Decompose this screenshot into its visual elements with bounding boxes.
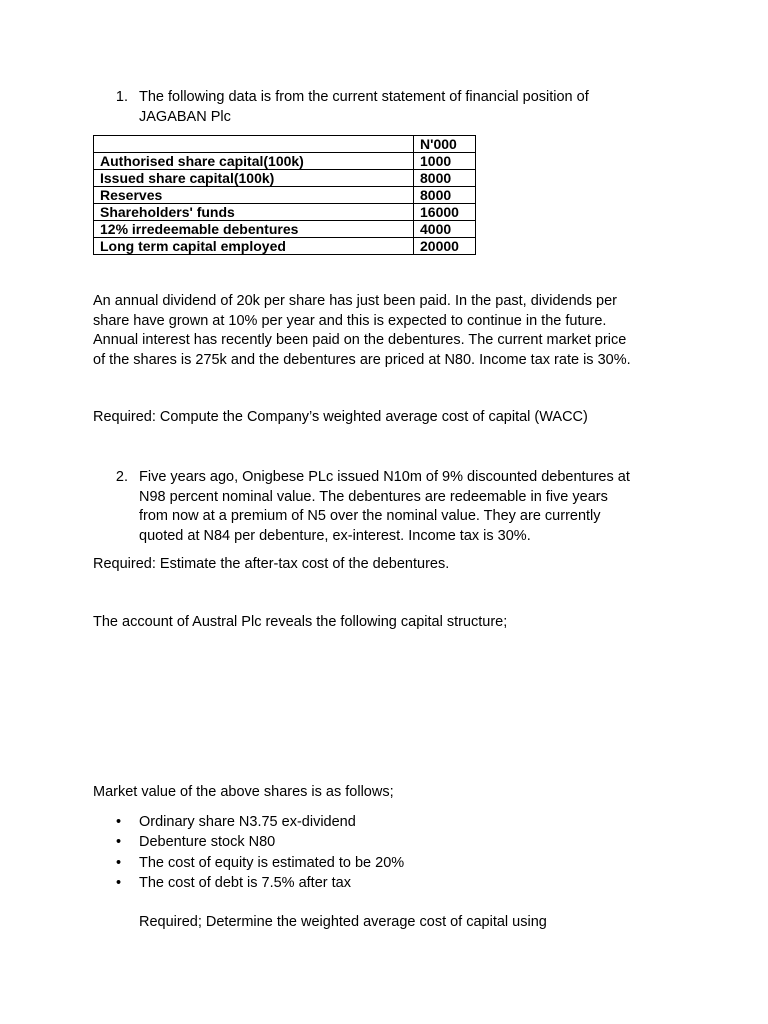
- bullet-icon: •: [116, 874, 122, 891]
- table-row-value: 1000: [414, 153, 476, 170]
- question-1-intro-line: The following data is from the current statement of financial position of: [139, 89, 589, 105]
- question-2-text: [139, 468, 630, 546]
- question-2-number: 2.: [115, 469, 128, 485]
- paragraph-line: Annual interest has recently been paid on the debentures. The current market price: [93, 332, 627, 348]
- question-1-paragraph: [93, 292, 631, 370]
- question-1-number: 1.: [115, 89, 128, 105]
- table-row: [94, 153, 476, 170]
- question-1-required: Required: Compute the Company’s weighted average cost of capital (WACC): [93, 409, 588, 425]
- table-header-row: [94, 136, 476, 153]
- table-row-label: Long term capital employed: [94, 238, 414, 255]
- table-row-value: 16000: [414, 204, 476, 221]
- table-header-value: N'000: [414, 136, 476, 153]
- question-1-intro: [139, 88, 589, 127]
- table-header-label: [94, 136, 414, 153]
- list-item-text: The cost of debt is 7.5% after tax: [139, 874, 351, 891]
- table-row-label: Shareholders' funds: [94, 204, 414, 221]
- table-row: [94, 238, 476, 255]
- table-row: [94, 187, 476, 204]
- list-item-text: The cost of equity is estimated to be 20%: [139, 854, 405, 871]
- bullet-icon: •: [116, 854, 122, 871]
- table-row: [94, 170, 476, 187]
- table-row-value: 4000: [414, 221, 476, 238]
- question-3-required: Required; Determine the weighted average cost of capital using: [139, 914, 547, 930]
- question-2-line: N98 percent nominal value. The debentures are redeemable in five years: [139, 488, 608, 505]
- table-row-label: Reserves: [94, 187, 414, 204]
- question-1-intro-line: JAGABAN Plc: [139, 108, 231, 125]
- paragraph-line: share have grown at 10% per year and this is expected to continue in the future.: [93, 312, 607, 329]
- table-row-value: 8000: [414, 187, 476, 204]
- question-2-required: Required: Estimate the after-tax cost of the debentures.: [93, 556, 450, 572]
- table-row: [94, 204, 476, 221]
- bullet-icon: •: [116, 834, 122, 851]
- table-row-label: 12% irredeemable debentures: [94, 221, 414, 238]
- table-row: [94, 221, 476, 238]
- question-2-line: from now at a premium of N5 over the nominal value. They are currently: [139, 508, 601, 524]
- question-2-line: Five years ago, Onigbese PLc issued N10m of 9% discounted debentures at: [139, 469, 630, 485]
- table-row-label: Authorised share capital(100k): [94, 153, 414, 170]
- paragraph-line: of the shares is 275k and the debentures are priced at N80. Income tax rate is 30%.: [93, 351, 631, 368]
- paragraph-line: An annual dividend of 20k per share has just been paid. In the past, dividends per: [93, 293, 617, 309]
- question-3-intro: The account of Austral Plc reveals the following capital structure;: [93, 614, 508, 630]
- question-2-line: quoted at N84 per debenture, ex-interest. Income tax is 30%.: [139, 527, 531, 544]
- table-row-label: Issued share capital(100k): [94, 170, 414, 187]
- bullet-icon: •: [116, 814, 122, 830]
- list-item-text: Debenture stock N80: [139, 834, 276, 851]
- list-item-text: Ordinary share N3.75 ex-dividend: [139, 814, 356, 830]
- table-row-value: 8000: [414, 170, 476, 187]
- table-row-value: 20000: [414, 238, 476, 255]
- market-value-heading: Market value of the above shares is as follows;: [93, 784, 394, 800]
- financial-position-table: [93, 135, 476, 255]
